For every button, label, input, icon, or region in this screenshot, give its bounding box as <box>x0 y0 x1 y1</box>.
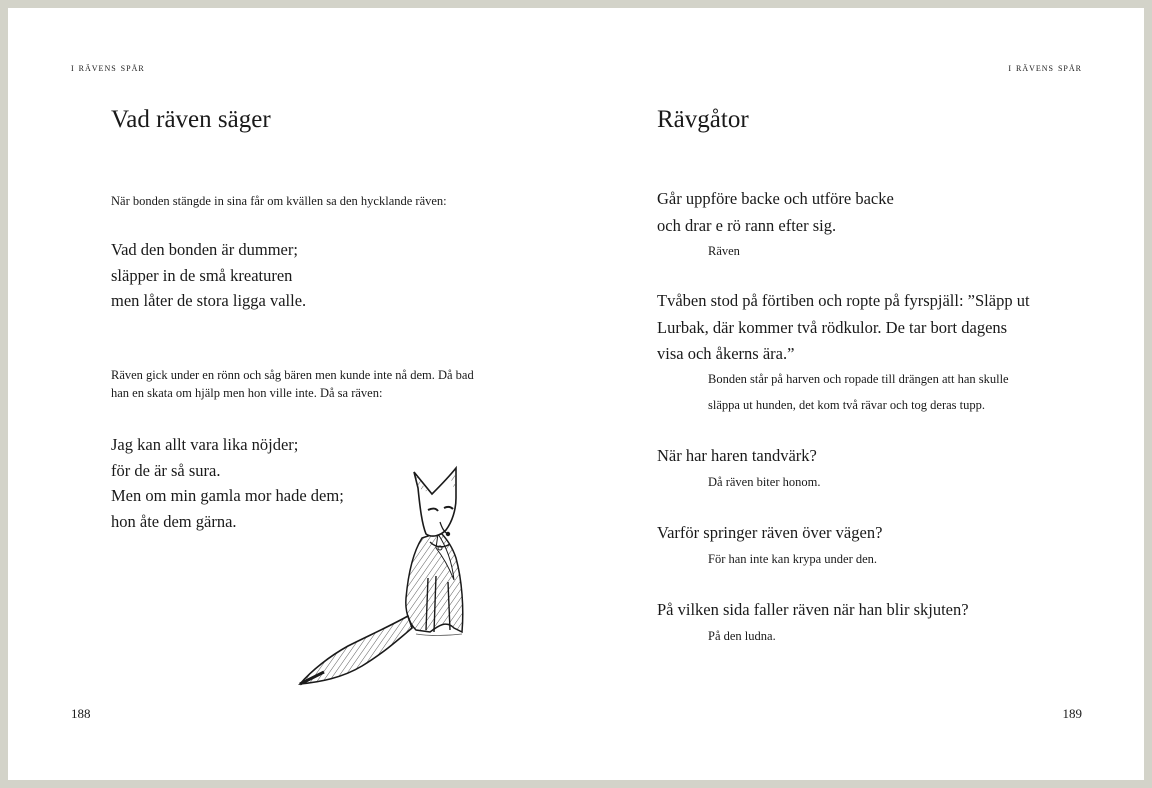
answer-line: Då räven biter honom. <box>708 475 821 489</box>
right-page-title: Rävgåtor <box>657 106 749 133</box>
verse-line: Jag kan allt vara lika nöjder; <box>111 435 299 454</box>
answer-line: Bonden står på harven och ropade till drängen att han skulle <box>708 372 1009 386</box>
left-running-head: i rävens spår <box>71 60 145 74</box>
verse-line: Vad den bonden är dummer; <box>111 240 298 259</box>
book-spread <box>8 8 1144 780</box>
question-line: Går uppföre backe och utföre backe <box>657 189 894 208</box>
question-line: Varför springer räven över vägen? <box>657 523 883 542</box>
question-line: När har haren tandvärk? <box>657 446 817 465</box>
riddle-question <box>657 186 894 239</box>
riddle-question <box>657 443 817 470</box>
answer-line: För han inte kan krypa under den. <box>708 552 878 566</box>
right-page-number: 189 <box>1062 706 1082 721</box>
question-line: Tvåben stod på förtiben och ropte på fyrspjäll: ”Släpp ut <box>657 291 1030 310</box>
question-line: Lurbak, där kommer två rödkulor. De tar bort dagens <box>657 317 1008 337</box>
riddle-answer <box>708 623 776 649</box>
riddle-question <box>657 597 969 624</box>
verse-line: hon åte dem gärna. <box>111 511 237 531</box>
paragraph-line: han en skata om hjälp men hon ville inte. Då sa räven: <box>111 386 383 400</box>
riddle-question <box>657 520 882 547</box>
riddle-answer <box>708 546 877 572</box>
answer-line: Räven <box>708 244 740 258</box>
verse-line: för de är så sura. <box>111 460 221 480</box>
question-line: På vilken sida faller räven när han blir skjuten? <box>657 600 969 619</box>
paragraph-line: Räven gick under en rönn och såg bären men kunde inte nå dem. Då bad <box>111 368 474 382</box>
verse-line: Men om min gamla mor hade dem; <box>111 486 344 505</box>
intro-paragraph-2 <box>111 366 474 402</box>
verse-line: men låter de stora ligga valle. <box>111 291 307 310</box>
question-line: och drar e rö rann efter sig. <box>657 215 837 235</box>
left-page-title: Vad räven säger <box>111 106 271 133</box>
verse-1 <box>111 237 306 314</box>
answer-line: På den ludna. <box>708 629 776 643</box>
left-page-number: 188 <box>71 706 91 721</box>
fox-illustration-icon <box>290 458 470 690</box>
riddle-answer <box>708 366 1009 418</box>
riddle-answer <box>708 469 820 495</box>
verse-line: släpper in de små kreaturen <box>111 265 293 285</box>
answer-line: släppa ut hunden, det kom två rävar och tog deras tupp. <box>708 398 986 412</box>
intro-paragraph-1: När bonden stängde in sina får om kvällen sa den hycklande räven: <box>111 194 447 208</box>
question-line: visa och åkerns ära.” <box>657 344 795 363</box>
riddle-answer <box>708 238 740 264</box>
riddle-question <box>657 288 1030 368</box>
right-running-head: i rävens spår <box>1008 60 1082 74</box>
